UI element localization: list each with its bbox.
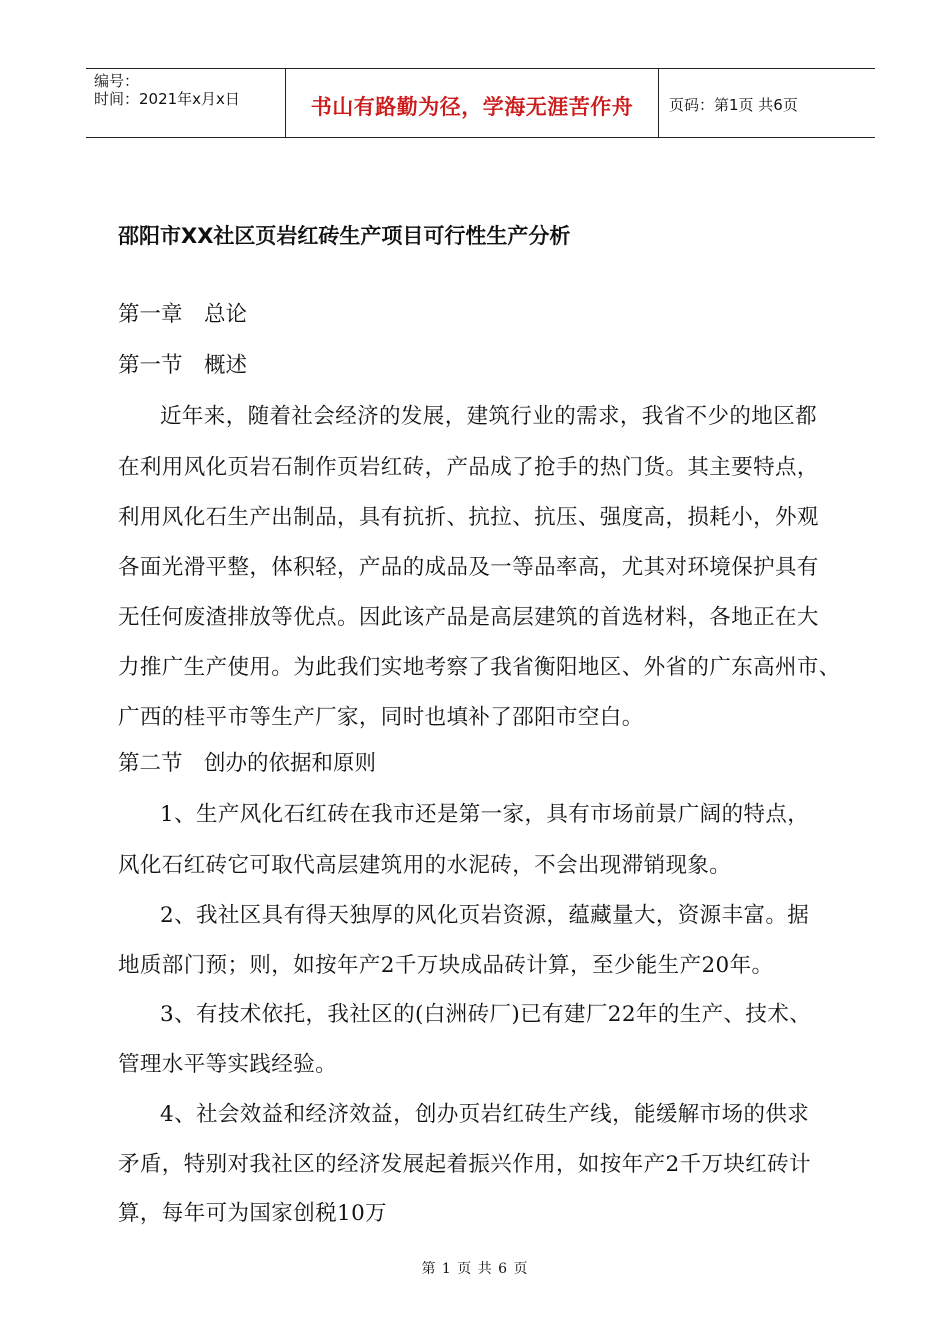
header-page-info: 页码：第1页 共6页 bbox=[669, 96, 798, 114]
paragraph-line: 利用风化石生产出制品，具有抗折、抗拉、抗压、强度高，损耗小，外观 bbox=[118, 505, 819, 530]
header-motto-cell bbox=[286, 69, 659, 137]
section-heading-overview: 第一节 概述 bbox=[118, 353, 248, 378]
list-item-line: 2、我社区具有得天独厚的风化页岩资源，蕴藏量大，资源丰富。据 bbox=[160, 903, 810, 928]
paragraph-line: 力推广生产使用。为此我们实地考察了我省衡阳地区、外省的广东高州市、 bbox=[118, 655, 841, 680]
list-item-line: 3、有技术依托，我社区的(白洲砖厂)已有建厂22年的生产、技术、 bbox=[160, 1002, 812, 1027]
paragraph-line: 无任何废渣排放等优点。因此该产品是高层建筑的首选材料，各地正在大 bbox=[118, 605, 819, 630]
page-footer: 第 1 页 共 6 页 bbox=[421, 1261, 529, 1277]
chapter-heading: 第一章 总论 bbox=[118, 302, 248, 327]
document-time-label: 时间：2021年x月x日 bbox=[94, 90, 240, 108]
header-page-cell bbox=[659, 69, 875, 137]
list-item-line: 1、生产风化石红砖在我市还是第一家，具有市场前景广阔的特点， bbox=[160, 802, 810, 827]
list-item-line: 管理水平等实践经验。 bbox=[118, 1052, 338, 1077]
list-item-line: 矛盾，特别对我社区的经济发展起着振兴作用，如按年产2千万块红砖计 bbox=[118, 1152, 811, 1177]
document-title: 邵阳市XX社区页岩红砖生产项目可行性生产分析 bbox=[118, 224, 571, 248]
paragraph-line: 广西的桂平市等生产厂家，同时也填补了邵阳市空白。 bbox=[118, 705, 644, 730]
list-item-line: 算，每年可为国家创税10万 bbox=[118, 1201, 388, 1226]
section-heading-basis: 第二节 创办的依据和原则 bbox=[118, 751, 377, 776]
header-motto: 书山有路勤为径，学海无涯苦作舟 bbox=[310, 95, 634, 119]
list-item-line: 风化石红砖它可取代高层建筑用的水泥砖，不会出现滞销现象。 bbox=[118, 853, 732, 878]
list-item-line: 4、社会效益和经济效益，创办页岩红砖生产线，能缓解市场的供求 bbox=[160, 1102, 810, 1127]
document-header-table bbox=[86, 68, 875, 138]
header-meta-cell bbox=[86, 69, 286, 137]
paragraph-line: 各面光滑平整，体积轻，产品的成品及一等品率高，尤其对环境保护具有 bbox=[118, 555, 819, 580]
paragraph-line: 在利用风化页岩石制作页岩红砖，产品成了抢手的热门货。其主要特点， bbox=[118, 455, 819, 480]
document-number-label: 编号： bbox=[94, 72, 140, 90]
list-item-line: 地质部门预；则，如按年产2千万块成品砖计算，至少能生产20年。 bbox=[118, 953, 774, 978]
paragraph-line: 近年来，随着社会经济的发展，建筑行业的需求，我省不少的地区都 bbox=[160, 404, 818, 429]
